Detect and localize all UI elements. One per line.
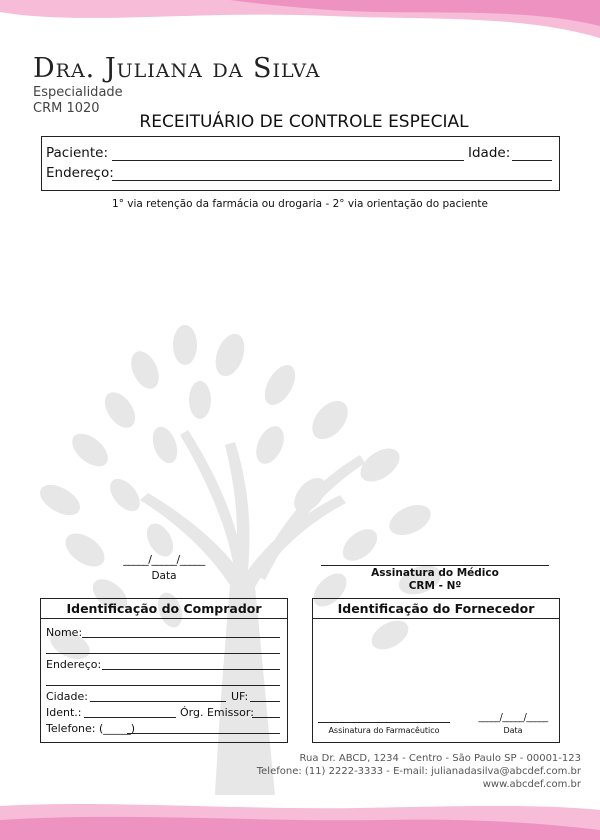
page-title: RECEITUÁRIO DE CONTROLE ESPECIAL — [139, 112, 469, 132]
doctor-crm: CRM 1020 — [33, 101, 100, 116]
age-field[interactable] — [512, 160, 552, 161]
date-field[interactable]: _____/_____/_____ — [123, 553, 205, 566]
doctor-signature-line[interactable] — [321, 565, 549, 566]
buyer-address-label: Endereço: — [46, 658, 102, 671]
buyer-ident-label: Ident.: — [46, 706, 82, 719]
pharmacist-signature-label: Assinatura do Farmacêutico — [328, 726, 440, 735]
buyer-phone-label: Telefone: (_____) — [46, 722, 136, 735]
supplier-title-divider — [312, 618, 560, 619]
buyer-city-label: Cidade: — [46, 690, 88, 703]
crm-label: CRM - Nº — [408, 580, 462, 592]
doctor-specialty: Especialidade — [33, 85, 123, 100]
buyer-name-label: Nome: — [46, 626, 83, 639]
buyer-phone-field[interactable] — [127, 733, 280, 734]
supplier-title: Identificação do Fornecedor — [337, 601, 535, 616]
buyer-issuer-label: Órg. Emissor: — [180, 706, 254, 719]
buyer-issuer-field[interactable] — [252, 717, 280, 718]
buyer-name-field[interactable] — [82, 637, 280, 638]
supplier-date-field[interactable]: _____/_____/_____ — [478, 712, 548, 723]
buyer-address-field-2[interactable] — [46, 685, 280, 686]
address-label: Endereço: — [46, 165, 114, 181]
doctor-signature-label: Assinatura do Médico — [371, 567, 499, 579]
top-pink-banner — [0, 0, 600, 40]
footer-website[interactable]: www.abcdef.com.br — [482, 779, 581, 790]
copies-note: 1° via retenção da farmácia ou drogaria - 2° via orientação do paciente — [112, 198, 488, 210]
pharmacist-signature-line[interactable] — [318, 722, 450, 723]
patient-label: Paciente: — [46, 145, 108, 161]
footer-contact: Telefone: (11) 2222-3333 - E-mail: julianadasilva@abcdef.com.br — [256, 766, 581, 777]
buyer-address-field[interactable] — [102, 669, 280, 670]
address-field[interactable] — [112, 180, 552, 181]
buyer-title-divider — [40, 618, 288, 619]
buyer-uf-field[interactable] — [250, 701, 280, 702]
patient-name-field[interactable] — [112, 160, 464, 161]
buyer-ident-field[interactable] — [84, 717, 176, 718]
bottom-pink-banner — [0, 800, 600, 840]
doctor-name: Dra. Juliana da Silva — [33, 53, 321, 84]
supplier-date-label: Data — [503, 726, 523, 735]
buyer-name-field-2[interactable] — [46, 653, 280, 654]
buyer-title: Identificação do Comprador — [66, 601, 262, 616]
age-label: Idade: — [468, 145, 511, 161]
date-label: Data — [151, 570, 177, 582]
buyer-city-field[interactable] — [90, 701, 226, 702]
footer-address: Rua Dr. ABCD, 1234 - Centro - São Paulo SP - 00001-123 — [299, 753, 581, 764]
buyer-uf-label: UF: — [231, 690, 249, 703]
